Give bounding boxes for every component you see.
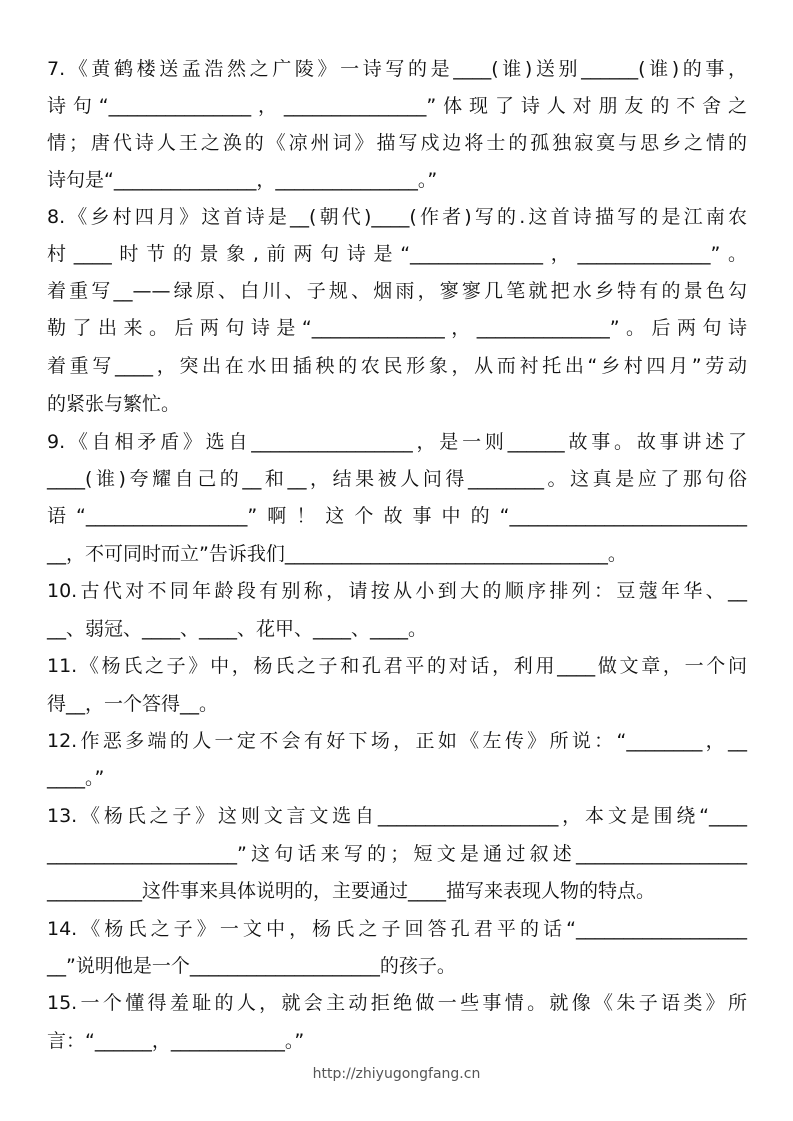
text-line: 言：“______，____________。” xyxy=(47,1030,305,1052)
text-line: 得__，一个答得__。 xyxy=(47,693,219,715)
text-line: ____。” xyxy=(47,767,105,789)
text-line: 14.《杨氏之子》一文中，杨氏之子回答孔君平的话“__________________ xyxy=(47,918,747,940)
text-line: 语“_________________”啊！这个故事中的“_________________________ xyxy=(47,505,747,527)
text-line: 村____时节的景象,前两句诗是“______________，______________”。 xyxy=(47,243,747,265)
text-line: 的紧张与繁忙。 xyxy=(47,393,181,415)
text-line: __”说明他是一个____________________的孩子。 xyxy=(47,955,456,977)
text-line: ____(谁)夸耀自己的__和__，结果被人问得________。这真是应了那句俗 xyxy=(47,468,747,490)
text-line: 勒了出来。后两句诗是“______________，______________”。后两句诗 xyxy=(47,317,747,339)
text-line: 7.《黄鹤楼送孟浩然之广陵》一诗写的是____(谁)送别______(谁)的事， xyxy=(47,58,747,80)
text-line: 13.《杨氏之子》这则文言文选自___________________，本文是围绕“____ xyxy=(47,805,747,827)
text-line: 10.古代对不同年龄段有别称，请按从小到大的顺序排列：豆蔻年华、__ xyxy=(47,580,747,602)
footer-url[interactable]: http://zhiyugongfang.cn xyxy=(312,1066,481,1082)
text-line: __________这件事来具体说明的，主要通过____描写来表现人物的特点。 xyxy=(47,880,656,902)
text-line: 8.《乡村四月》这首诗是__(朝代)____(作者)写的.这首诗描写的是江南农 xyxy=(47,206,747,228)
text-line: 情；唐代诗人王之涣的《凉州词》描写戍边将士的孤独寂寞与思乡之情的 xyxy=(47,132,747,154)
text-line: 诗句是“_______________，_______________。” xyxy=(47,169,438,191)
text-line: 9.《自相矛盾》选自_________________，是一则______故事。故事讲述了 xyxy=(47,431,747,453)
text-line: 15.一个懂得羞耻的人，就会主动拒绝做一些事情。就像《朱子语类》所 xyxy=(47,992,747,1014)
text-line: 着重写__——绿原、白川、子规、烟雨，寥寥几笔就把水乡特有的景色勾 xyxy=(47,280,747,302)
text-line: __，不可同时而立”告诉我们__________________________________。 xyxy=(47,543,627,565)
text-line: __、弱冠、____、____、花甲、____、____。 xyxy=(47,618,428,640)
text-line: 着重写____，突出在水田插秧的农民形象，从而衬托出“乡村四月”劳动 xyxy=(47,355,747,377)
text-line: 12.作恶多端的人一定不会有好下场，正如《左传》所说：“________，__ xyxy=(47,730,747,752)
text-line: 诗句“_______________，_______________”体现了诗人对朋友的不舍之 xyxy=(47,95,747,117)
text-line: ____________________”这句话来写的；短文是通过叙述__________________ xyxy=(47,843,747,865)
text-line: 11.《杨氏之子》中，杨氏之子和孔君平的对话，利用____做文章，一个问 xyxy=(47,655,747,677)
